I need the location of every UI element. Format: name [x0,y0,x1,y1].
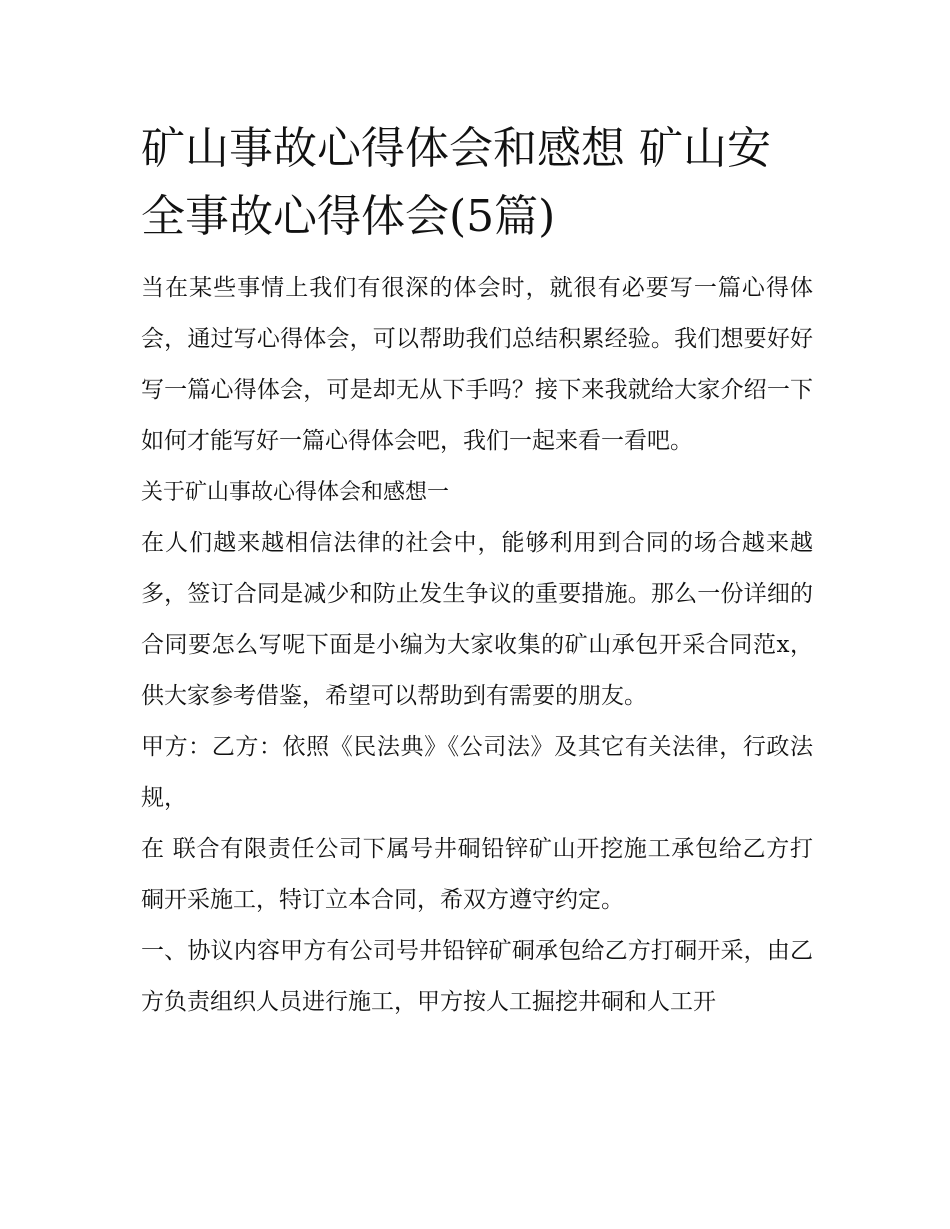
body-paragraph: 一、协议内容甲方有公司号井铅锌矿硐承包给乙方打硐开采，由乙方负责组织人员进行施工，甲方按人工掘挖井硐和人工开 [141,938,813,1015]
document-page [141,115,813,1028]
body-paragraph: 甲方：乙方：依照《民法典》《公司法》及其它有关法律，行政法规， [141,734,813,811]
section-heading: 关于矿山事故心得体会和感想一 [141,480,450,505]
intro-paragraph: 当在某些事情上我们有很深的体会时，就很有必要写一篇心得体会，通过写心得体会，可以帮助我们总结积累经验。我们想要好好写一篇心得体会，可是却无从下手吗？接下来我就给大家介绍一下如何才能写好一篇心得体会吧，我们一起来看一看吧。 [141,275,813,454]
body-paragraph: 在人们越来越相信法律的社会中，能够利用到合同的场合越来越多，签订合同是减少和防止发生争议的重要措施。那么一份详细的合同要怎么写呢下面是小编为大家收集的矿山承包开采合同范x，供大家参考借鉴，希望可以帮助到有需要的朋友。 [141,530,813,709]
body-paragraph: 在 联合有限责任公司下属号井硐铅锌矿山开挖施工承包给乙方打硐开采施工，特订立本合同，希双方遵守约定。 [141,836,813,913]
document-title: 矿山事故心得体会和感想 矿山安全事故心得体会(5篇) [141,123,771,242]
